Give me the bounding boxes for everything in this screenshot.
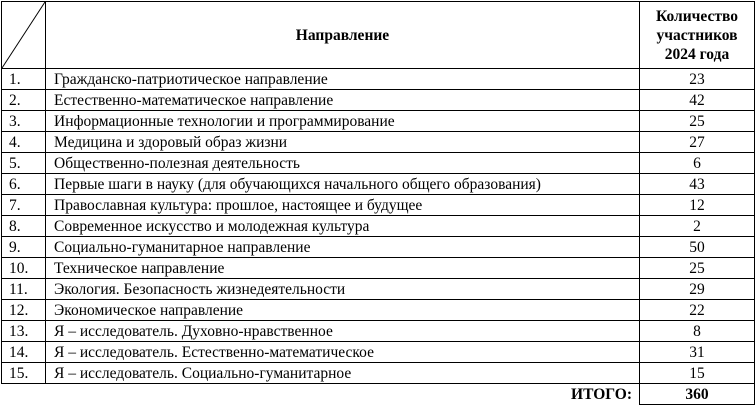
table-row	[2, 69, 755, 90]
total-label: ИТОГО:	[46, 384, 640, 405]
table-row	[2, 174, 755, 195]
participants-table	[1, 1, 755, 405]
row-number: 6.	[2, 174, 46, 195]
diagonal-line	[2, 2, 45, 68]
row-direction: Информационные технологии и программирование	[46, 111, 640, 132]
row-direction: Экономическое направление	[46, 300, 640, 321]
header-direction: Направление	[46, 2, 640, 69]
row-count: 42	[640, 90, 755, 111]
table-row	[2, 153, 755, 174]
header-diagonal-cell	[2, 2, 46, 69]
table-row	[2, 132, 755, 153]
table-row	[2, 279, 755, 300]
row-number: 15.	[2, 363, 46, 384]
table-row	[2, 321, 755, 342]
row-number: 3.	[2, 111, 46, 132]
row-direction: Социально-гуманитарное направление	[46, 237, 640, 258]
header-count-line: участников	[656, 26, 738, 44]
table-row	[2, 195, 755, 216]
row-number: 9.	[2, 237, 46, 258]
row-direction: Я – исследователь. Естественно-математическое	[46, 342, 640, 363]
header-count-line: Количество	[656, 7, 738, 25]
row-count: 43	[640, 174, 755, 195]
row-direction: Экология. Безопасность жизнедеятельности	[46, 279, 640, 300]
row-number: 8.	[2, 216, 46, 237]
row-number: 4.	[2, 132, 46, 153]
row-number: 1.	[2, 69, 46, 90]
header-row	[2, 2, 755, 69]
row-count: 29	[640, 279, 755, 300]
row-direction: Общественно-полезная деятельность	[46, 153, 640, 174]
row-direction: Я – исследователь. Социально-гуманитарное	[46, 363, 640, 384]
row-direction: Естественно-математическое направление	[46, 90, 640, 111]
row-count: 31	[640, 342, 755, 363]
row-number: 10.	[2, 258, 46, 279]
row-count: 25	[640, 258, 755, 279]
table-row	[2, 111, 755, 132]
row-number: 11.	[2, 279, 46, 300]
row-number: 13.	[2, 321, 46, 342]
row-count: 2	[640, 216, 755, 237]
row-number: 14.	[2, 342, 46, 363]
row-direction: Первые шаги в науку (для обучающихся начального общего образования)	[46, 174, 640, 195]
row-direction: Гражданско-патриотическое направление	[46, 69, 640, 90]
row-count: 6	[640, 153, 755, 174]
row-count: 15	[640, 363, 755, 384]
row-count: 25	[640, 111, 755, 132]
row-number: 7.	[2, 195, 46, 216]
table-row	[2, 363, 755, 384]
total-value: 360	[640, 384, 755, 405]
row-direction: Православная культура: прошлое, настоящее и будущее	[46, 195, 640, 216]
table-row	[2, 237, 755, 258]
row-count: 8	[640, 321, 755, 342]
row-direction: Современное искусство и молодежная культура	[46, 216, 640, 237]
row-direction: Медицина и здоровый образ жизни	[46, 132, 640, 153]
total-row	[2, 384, 755, 405]
row-count: 23	[640, 69, 755, 90]
header-count	[640, 2, 755, 69]
row-direction: Я – исследователь. Духовно-нравственное	[46, 321, 640, 342]
table-row	[2, 300, 755, 321]
header-count-line: 2024 года	[664, 45, 730, 63]
row-count: 27	[640, 132, 755, 153]
table-row	[2, 342, 755, 363]
row-direction: Техническое направление	[46, 258, 640, 279]
row-count: 12	[640, 195, 755, 216]
row-number: 12.	[2, 300, 46, 321]
row-number: 2.	[2, 90, 46, 111]
row-count: 22	[640, 300, 755, 321]
table-row	[2, 258, 755, 279]
total-blank-cell	[2, 384, 46, 405]
row-number: 5.	[2, 153, 46, 174]
table-row	[2, 216, 755, 237]
table-body	[2, 2, 755, 405]
row-count: 50	[640, 237, 755, 258]
table-row	[2, 90, 755, 111]
